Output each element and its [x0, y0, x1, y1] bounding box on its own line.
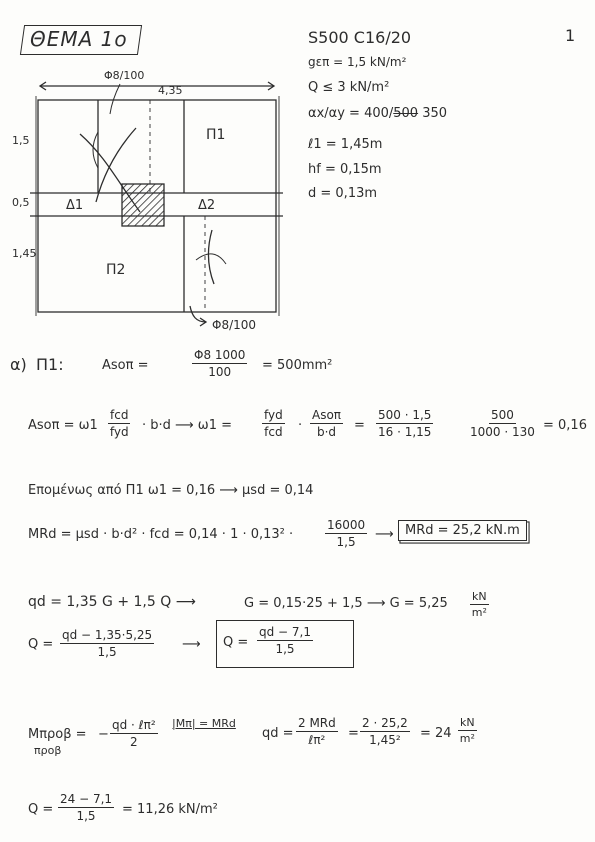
as-bd-fraction: [310, 408, 343, 439]
extra-dead-load: gεπ = 1,5 kN/m²: [308, 55, 407, 69]
spacing-struck: 500: [393, 106, 419, 121]
omega-dot: ·: [298, 418, 303, 433]
frac-den: 1,45²: [369, 733, 401, 747]
q-box-fraction: [257, 625, 313, 656]
frac-den: b·d: [316, 425, 337, 439]
frac-num: 16000: [327, 518, 366, 532]
frac-num: qd − 1,35·5,25: [62, 628, 153, 642]
live-load: Q ≤ 3 kN/m²: [308, 80, 390, 95]
frac-den: m²: [459, 732, 475, 745]
omega-conclusion: Επομένως από Π1 ω1 = 0,16 ⟶ μsd = 0,14: [28, 483, 314, 498]
materials: S500 C16/20: [308, 28, 412, 47]
slab-p2-label: Π2: [106, 262, 126, 278]
rebar-top-label: Φ8/100: [104, 69, 145, 82]
frac-den: 16 · 1,15: [378, 425, 432, 439]
mrd-fraction: [325, 518, 367, 549]
frac-num: kN: [460, 716, 475, 729]
mrd-result-box: MRd = 25,2 kN.m: [398, 520, 527, 541]
slab-thickness: hf = 0,15m: [308, 162, 382, 177]
omega-lhs: Asοπ = ω1: [28, 418, 98, 433]
qd-formula: qd = 1,35 G + 1,5 Q ⟶: [28, 594, 196, 610]
omega-result: = 0,16: [543, 418, 587, 433]
g-formula: G = 0,15·25 + 1,5 ⟶ G = 5,25: [244, 596, 448, 611]
slab-d2-label: Δ2: [198, 198, 216, 213]
p1-label: Π1:: [36, 355, 64, 374]
q-lhs: Q =: [28, 637, 54, 652]
spacing-value: αx/αy = 400/: [308, 106, 394, 121]
frac-den: 1,5: [275, 642, 295, 656]
page-number: 1: [565, 26, 576, 45]
omega-num-fraction: [376, 408, 433, 439]
frac-den: 1,5: [97, 645, 117, 659]
omega-eq: =: [354, 418, 365, 433]
frac-den: ℓπ²: [308, 733, 326, 747]
mrd-formula: MRd = μsd · b·d² · fcd = 0,14 · 1 · 0,13² ·: [28, 527, 294, 542]
qd2-fraction: [296, 716, 338, 747]
page-title: ΘΕΜΑ 1ο: [30, 27, 128, 51]
frac-num: 2 · 25,2: [362, 716, 408, 730]
as-lhs: Asοπ =: [102, 358, 149, 373]
final-lhs: Q =: [28, 802, 54, 817]
frac-num: qd · ℓπ²: [112, 718, 156, 732]
spacing-corrected: 350: [422, 106, 448, 121]
frac-num: kN: [472, 590, 487, 603]
g-unit: [470, 590, 489, 619]
qd2-eq: =: [348, 726, 359, 741]
slab-d1-label: Δ1: [66, 198, 84, 213]
final-fraction: [58, 792, 114, 823]
qd2-values-fraction: [360, 716, 410, 747]
left-dim-3: 1,45: [12, 247, 37, 260]
moment-curve-3: [208, 230, 214, 284]
bar-spacing: [308, 106, 447, 121]
frac-num: fyd: [264, 408, 283, 422]
frac-num: qd − 7,1: [259, 625, 312, 639]
fyd-fcd-fraction: [262, 408, 285, 439]
left-dim-1: 1,5: [12, 134, 30, 147]
frac-den: 2: [130, 735, 138, 749]
as-fraction-num: Φ8 1000: [194, 348, 246, 362]
rebar-leader: [190, 306, 206, 322]
span-l1: ℓ1 = 1,45m: [308, 137, 383, 152]
mprob-fraction: [110, 718, 158, 749]
omega-mid: · b·d ⟶ ω1 =: [142, 418, 232, 433]
fcd-fyd-fraction: [108, 408, 130, 439]
effective-depth: d = 0,13m: [308, 186, 378, 201]
as-result: = 500mm²: [262, 358, 333, 373]
omega-div-fraction: [470, 408, 535, 439]
q-result-box: [216, 620, 354, 668]
frac-num: Asοπ: [312, 408, 342, 422]
frac-den: fyd: [109, 425, 129, 439]
as-fraction-den: 100: [208, 365, 232, 379]
frac-num: fcd: [110, 408, 129, 422]
q-arrow: ⟶: [182, 637, 201, 652]
frac-den: m²: [471, 606, 487, 619]
mrd-arrow: ⟶: [375, 527, 394, 542]
moment-condition: |Mπ| = MRd: [172, 717, 236, 730]
frac-num: 2 MRd: [298, 716, 336, 730]
frac-den: 1000 · 130: [470, 425, 535, 439]
item-marker: α): [10, 355, 27, 374]
q-box-lhs: Q =: [223, 635, 249, 650]
qd2-result: = 24: [420, 726, 452, 741]
mprob-minus: −: [98, 727, 109, 742]
mprob-subscript: προβ: [34, 744, 62, 757]
final-result: = 11,26 kN/m²: [122, 802, 218, 817]
frac-den: 1,5: [76, 809, 96, 823]
rebar-bottom-label: Φ8/100: [212, 318, 257, 332]
slab-p1-label: Π1: [206, 127, 226, 143]
qd2-lhs: qd =: [262, 726, 294, 741]
frac-num: 500 · 1,5: [378, 408, 432, 422]
as-fraction: [192, 348, 247, 379]
frac-den: fcd: [264, 425, 283, 439]
slab-plan-sketch: [0, 70, 300, 360]
mprob-lhs: Mπροβ =: [28, 727, 87, 742]
column-hatched: [122, 184, 164, 226]
left-dim-2: 0,5: [12, 196, 30, 209]
frac-den: 1,5: [336, 535, 356, 549]
frac-num: 500: [490, 408, 514, 422]
frac-num: 24 − 7,1: [60, 792, 113, 806]
q-fraction: [60, 628, 154, 659]
top-span-dim: 4,35: [158, 84, 183, 97]
qd2-unit: [458, 716, 477, 745]
moment-curve-1: [80, 134, 140, 212]
